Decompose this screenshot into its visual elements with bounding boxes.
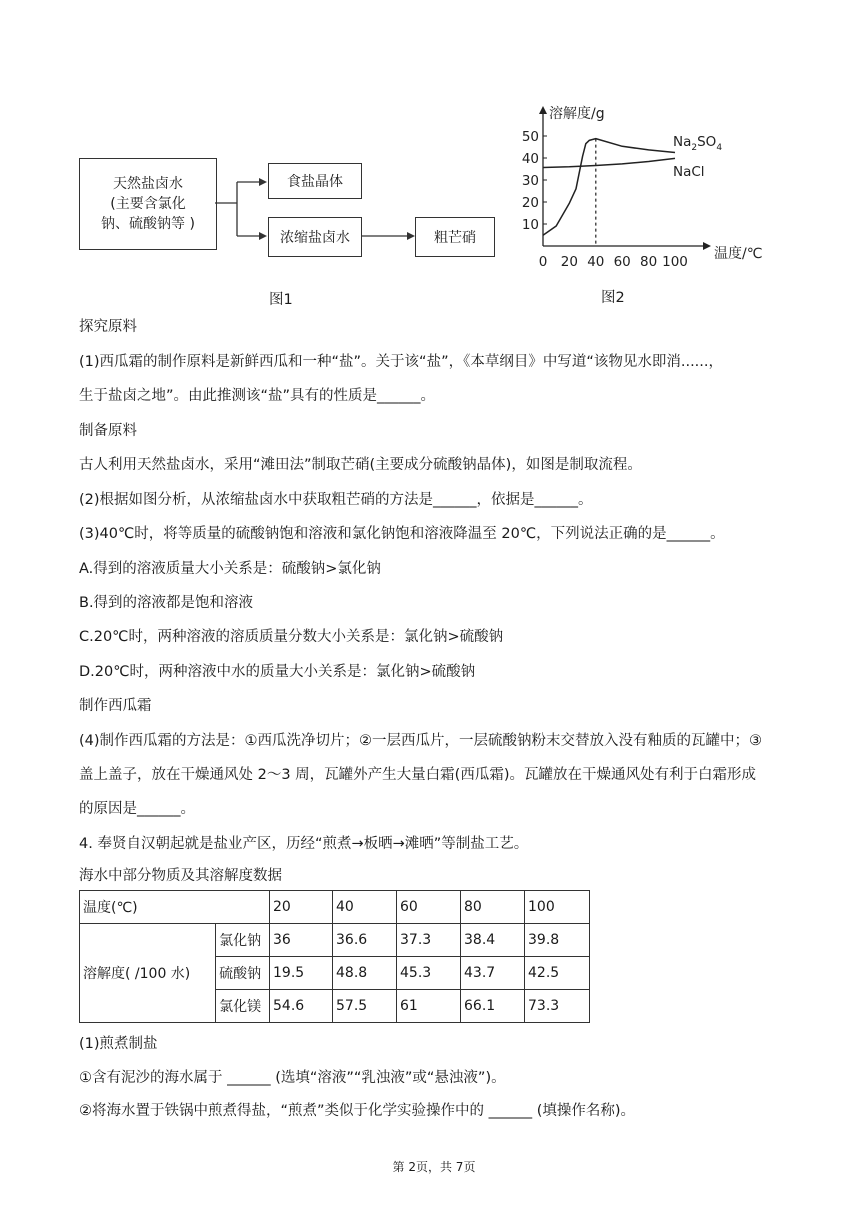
x-axis-arrow (703, 242, 711, 250)
y-axis-arrow (539, 106, 547, 114)
table-cell: 20 (270, 891, 333, 924)
table-cell: 36 (270, 924, 333, 957)
table-cell: 40 (333, 891, 397, 924)
sodium-sulfate-label: $Na_2SO_4$ (673, 134, 723, 153)
table-cell: 57.5 (333, 990, 397, 1023)
table-row (80, 924, 590, 957)
question-1-line-2: 生于盐卤之地”。由此推测该“盐”具有的性质是______。 (79, 388, 436, 404)
table-cell: 38.4 (461, 924, 525, 957)
x-tick-label: 60 (613, 254, 631, 270)
option-b: B.得到的溶液都是饱和溶液 (79, 595, 254, 611)
x-tick-label: 80 (640, 254, 658, 270)
question-4-line-2: 盖上盖子，放在干燥通风处 2～3 周，瓦罐外产生大量白霜(西瓜霜)。瓦罐放在干燥通风处有利于白霜形成 (79, 767, 756, 783)
question-2: (2)根据如图分析，从浓缩盐卤水中获取粗芒硝的方法是______，依据是______。 (79, 492, 593, 508)
y-tick-label: 30 (521, 173, 539, 189)
y-tick-label: 40 (521, 151, 539, 167)
table-cell: 54.6 (270, 990, 333, 1023)
x-tick-label: 100 (662, 254, 688, 270)
figure-1-caption: 图1 (269, 292, 293, 308)
salt-crystal-box: 食盐晶体 (268, 163, 362, 199)
figure-2-caption: 图2 (601, 290, 625, 306)
source-line-3: 钠、硫酸钠等 ) (101, 216, 195, 232)
heading-explore: 探究原料 (79, 319, 137, 335)
brine-box: 浓缩盐卤水 (268, 217, 362, 257)
x-tick-label: 0 (538, 254, 548, 270)
question-4-line-1: (4)制作西瓜霜的方法是：①西瓜洗净切片；②一层西瓜片，一层硫酸钠粉末交替放入没有釉质的瓦罐中；③ (79, 733, 763, 749)
solubility-chart (505, 96, 790, 281)
table-cell: 42.5 (525, 957, 590, 990)
heading-prepare: 制备原料 (79, 423, 137, 439)
x-axis-label: 温度/℃ (714, 246, 763, 262)
table-row-label: 氯化钠 (216, 924, 270, 957)
source-line-1: 天然盐卤水 (113, 176, 183, 192)
section-1-question-a: ①含有泥沙的海水属于 ______ (选填“溶液”“乳浊液”或“悬浊液”)。 (79, 1070, 506, 1086)
sodium-sulfate-curve (543, 139, 675, 236)
section-1-heading: (1)煎煮制盐 (79, 1036, 158, 1052)
x-tick-label: 40 (587, 254, 605, 270)
source-line-2: (主要含氯化 (110, 196, 186, 212)
table-cell: 100 (525, 891, 590, 924)
y-tick-label: 10 (521, 217, 539, 233)
table-cell: 80 (461, 891, 525, 924)
x-tick-label: 20 (560, 254, 578, 270)
table-cell: 36.6 (333, 924, 397, 957)
table-row-label: 硫酸钠 (216, 957, 270, 990)
table-cell: 60 (397, 891, 461, 924)
solubility-header-cell: 溶解度( /100 水) (80, 924, 216, 1023)
table-row (80, 891, 590, 924)
option-a: A.得到的溶液质量大小关系是：硫酸钠>氯化钠 (79, 561, 381, 577)
table-cell: 73.3 (525, 990, 590, 1023)
option-d: D.20℃时，两种溶液中水的质量大小关系是：氯化钠>硫酸钠 (79, 664, 476, 680)
question-3: (3)40℃时，将等质量的硫酸钠饱和溶液和氯化钠饱和溶液降温至 20℃，下列说法正确的是______。 (79, 526, 725, 542)
temp-header-cell: 温度(℃) (80, 891, 270, 924)
table-title: 海水中部分物质及其溶解度数据 (79, 868, 282, 884)
table-row-label: 氯化镁 (216, 990, 270, 1023)
problem-4-intro: 4. 奉贤自汉朝起就是盐业产区，历经“煎煮→板晒→滩晒”等制盐工艺。 (79, 836, 529, 852)
sodium-chloride-curve (543, 158, 675, 167)
section-1-question-b: ②将海水置于铁锅中煎煮得盐，“煎煮”类似于化学实验操作中的 ______ (填操作名称)。 (79, 1103, 636, 1119)
table-cell: 48.8 (333, 957, 397, 990)
table-cell: 43.7 (461, 957, 525, 990)
table-cell: 39.8 (525, 924, 590, 957)
question-1-line-1: (1)西瓜霜的制作原料是新鲜西瓜和一种“盐”。关于该“盐”，《本草纲目》中写道“该物见水即消......， (79, 354, 724, 370)
heading-make: 制作西瓜霜 (79, 698, 152, 714)
solubility-table (79, 890, 590, 1023)
y-tick-label: 50 (521, 129, 539, 145)
y-axis-label: 溶解度/g (549, 106, 605, 122)
y-tick-label: 20 (521, 195, 539, 211)
table-cell: 19.5 (270, 957, 333, 990)
crude-salt-box: 粗芒硝 (415, 217, 495, 257)
question-4-line-3: 的原因是______。 (79, 801, 195, 817)
sodium-chloride-label: NaCl (673, 164, 705, 180)
source-box (79, 158, 217, 250)
table-cell: 45.3 (397, 957, 461, 990)
page-footer: 第 2页，共 7页 (392, 1160, 476, 1174)
table-cell: 66.1 (461, 990, 525, 1023)
table-cell: 37.3 (397, 924, 461, 957)
table-cell: 61 (397, 990, 461, 1023)
intro-text: 古人利用天然盐卤水，采用“滩田法”制取芒硝(主要成分硫酸钠晶体)，如图是制取流程。 (79, 457, 642, 473)
option-c: C.20℃时，两种溶液的溶质质量分数大小关系是：氯化钠>硫酸钠 (79, 629, 504, 645)
